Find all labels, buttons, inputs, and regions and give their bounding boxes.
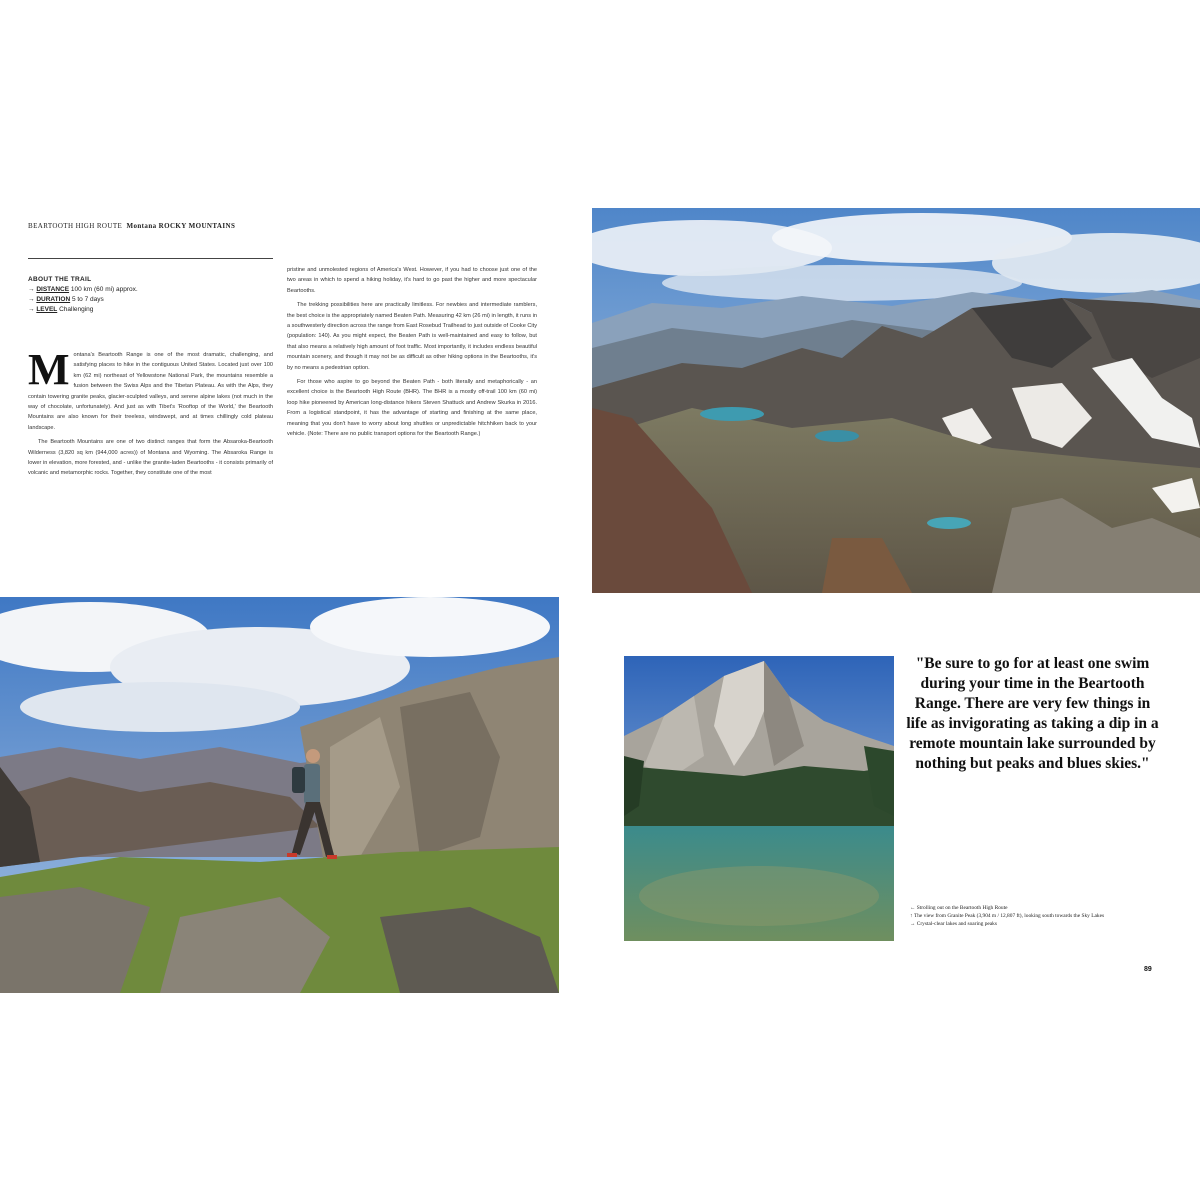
caption-item: ↑ The view from Granite Peak (3,904 m / 12,807 ft), looking south towards the Sky Lakes: [910, 912, 1105, 919]
about-item-distance: → DISTANCE 100 km (60 mi) approx.: [28, 286, 138, 293]
running-head-region: Montana ROCKY MOUNTAINS: [126, 222, 236, 230]
running-head-section: BEARTOOTH HIGH ROUTE: [28, 222, 123, 230]
about-heading: ABOUT THE TRAIL: [28, 276, 92, 283]
page-number: 89: [1144, 966, 1152, 973]
dropcap: M: [28, 350, 70, 394]
pull-quote: "Be sure to go for at least one swim during your time in the Beartooth Range. There are very few things in life as invigorating as taking a dip in a remote mountain lake surrounded by nothing but peaks and blues skies.": [906, 655, 1159, 772]
about-item-level: → LEVEL Challenging: [28, 306, 94, 313]
alpine-lake-photo: [624, 656, 894, 941]
about-trail-box: [28, 275, 273, 315]
body-paragraph: Montana's Beartooth Range is one of the most dramatic, challenging, and satisfying places to hike in the contiguous United States. Located just over 100 km (62 mi) northeast of Yellowstone National Park, the mountains resemble a fusion between the Swiss Alps and the Tibetan Plateau. As with the Alps, they contain towering granite peaks, glacier-sculpted valleys, and serene alpine lakes (not much in the way of chocolate, unfortunately). And just as with Tibet's 'Rooftop of the World,' the Beartooth Mountains are also known for their treeless, windswept, and at times chillingly cold plateau landscape.: [28, 350, 273, 431]
caption-item: ← Strolling out on the Beartooth High Route: [910, 905, 1008, 911]
body-paragraph: The trekking possibilities here are practically limitless. For newbies and intermediate ramblers, the best choice is the appropriately named Beaten Path. Measuring 42 km (26 mi) in length, it runs in a southwesterly direction across the range from East Rosebud Trailhead to just outside of Cooke City (population: 140). As you might expect, the Beaten Path is well-maintained and easy to follow, but that also means a relatively high amount of foot traffic. Most importantly, it includes endless beautiful mountain scenery, and though it may not be as difficult as other hiking options in the Beartooths, it's by no means a pedestrian option.: [287, 302, 537, 371]
running-head: [28, 222, 273, 230]
body-paragraph: For those who aspire to go beyond the Beaten Path - both literally and metaphorically - an excellent choice is the Beartooth High Route (BHR). The BHR is a mostly off-trail 100 km (60 mi) loop hike pioneered by American long-distance hikers Steven Shattuck and Andrew Skurka in 2016. From a logistical standpoint, it has the advantage of starting and finishing at the same place, meaning that you don't have to worry about long shuttles or unpredictable hitchhiken back to your vehicle. (Note: There are no public transport options for the Beartooth Range.): [287, 379, 537, 438]
hiker-photo: [0, 597, 559, 993]
about-item-duration: → DURATION 5 to 7 days: [28, 296, 104, 303]
mountain-panorama-photo: [592, 208, 1200, 593]
header-rule: [28, 258, 273, 259]
photo-captions: [910, 905, 1150, 928]
caption-item: → Crystal-clear lakes and soaring peaks: [910, 920, 997, 927]
body-column-2: [287, 265, 537, 580]
body-paragraph: pristine and unmolested regions of America's West. However, if you had to choose just one of the two areas in which to spend a hiking holiday, it's hard to go past the higher and more spectacular Beartooths.: [287, 267, 537, 294]
body-column-1: [28, 350, 273, 565]
body-paragraph: The Beartooth Mountains are one of two distinct ranges that form the Absaroka-Beartooth Wilderness (3,820 sq km (944,000 acres)) of Montana and Wyoming. The Absaroka Range is lower in elevation, more forested, and - unlike the granite-laden Beartooths - it consists primarily of volcanic and metamorphic rocks. Together, they constitute one of the most: [28, 439, 273, 477]
